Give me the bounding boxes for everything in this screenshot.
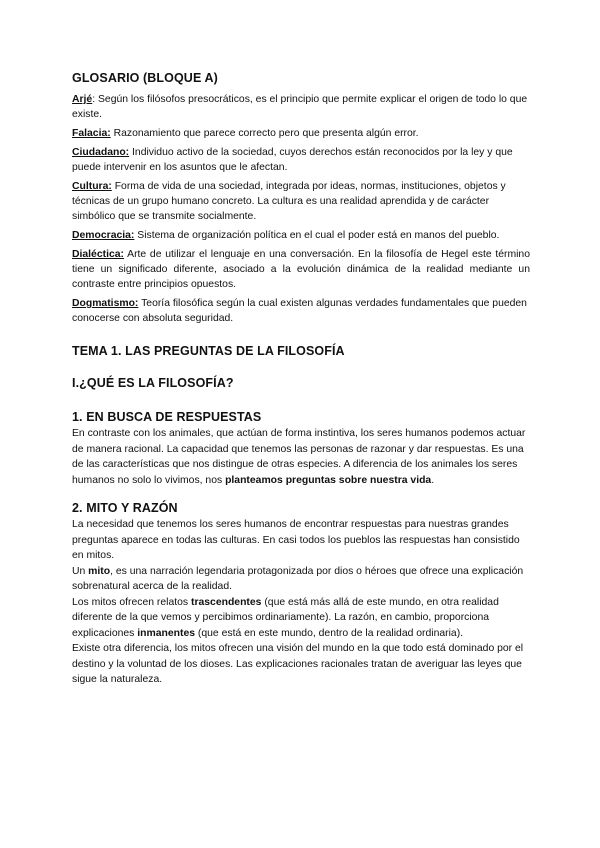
- section2-paragraph-2: [72, 564, 530, 595]
- glossary-definition: Teoría filosófica según la cual existen algunas verdades fundamentales que pueden conocerse con absoluta seguridad.: [72, 298, 527, 324]
- section2-text: Un: [72, 565, 89, 577]
- glossary-definition: Forma de vida de una sociedad, integrada por ideas, normas, instituciones, objetos y técnicas de un grupo humano concreto. La cultura es una realidad aprendida y de carácter simbólico que se transmite socialmente.: [72, 181, 506, 222]
- glossary-definition: Según los filósofos presocráticos, es el principio que permite explicar el origen de todo lo que existe.: [72, 94, 528, 120]
- glossary-entry-falacia: [72, 126, 530, 141]
- section2-paragraph-1: La necesidad que tenemos los seres humanos de encontrar respuestas para nuestras grandes preguntas aparece en todas las culturas. En casi todos los pueblos las respuestas han consistido en mitos.: [72, 519, 520, 561]
- glossary-definition: Sistema de organización política en el cual el poder está en manos del pueblo.: [134, 230, 500, 241]
- section1-text: En contraste con los animales, que actúan de forma instintiva, los seres humanos podemos actuar de manera racional. La capacidad que tenemos las personas de razonar y dar respuestas. Es una de las características que nos distingue de otras especies. A diferencia de los animales los seres humanos no solo lo vivimos, nos: [72, 428, 526, 486]
- glossary-title: GLOSARIO (BLOQUE A): [72, 71, 218, 85]
- section1-title: 1. EN BUSCA DE RESPUESTAS: [72, 410, 262, 424]
- inmanentes-emphasis: inmanentes: [137, 627, 196, 639]
- section2-text: (que está en este mundo, dentro de la realidad ordinaria).: [195, 627, 464, 639]
- glossary-term: Dogmatismo:: [72, 298, 139, 309]
- tema-title: TEMA 1. LAS PREGUNTAS DE LA FILOSOFÍA: [72, 344, 345, 358]
- section1-text-end: .: [431, 474, 435, 486]
- glossary-entry-arje: [72, 92, 530, 122]
- section2-text: Los mitos ofrecen relatos: [72, 596, 191, 608]
- glossary-term: Democracia:: [72, 230, 135, 241]
- section2-text: (que está más allá de este mundo, en otra realidad diferente de la que vemos y percibimos ordinariamente). La razón, en cambio, proporciona explicaciones: [72, 596, 499, 639]
- section1-paragraph: [72, 426, 530, 488]
- glossary-entry-dogmatismo: [72, 296, 530, 326]
- glossary-entry-democracia: [72, 228, 530, 243]
- glossary-definition: Individuo activo de la sociedad, cuyos derechos están reconocidos por la ley y que puede intervenir en los asuntos que le afectan.: [72, 147, 513, 173]
- glossary-term: Dialéctica:: [72, 249, 124, 260]
- glossary-definition: Arte de utilizar el lenguaje en una conversación. En la filosofía de Hegel este término tiene un significado diferente, asociado a la evolución dinámica de la realidad mediante un contraste entre principios opuestos.: [72, 249, 530, 290]
- glossary-term: Ciudadano:: [72, 147, 130, 158]
- glossary-entry-dialectica: [72, 247, 530, 292]
- glossary-sep: :: [92, 94, 96, 105]
- section1-emphasis: planteamos preguntas sobre nuestra vida: [225, 474, 432, 486]
- question-title: I.¿QUÉ ES LA FILOSOFÍA?: [72, 376, 234, 390]
- section2-paragraph-4: Existe otra diferencia, los mitos ofrecen una visión del mundo en la que todo está dominado por el destino y la voluntad de los dioses. Las explicaciones racionales tratan de averiguar las leyes que sigue la naturaleza.: [72, 643, 524, 685]
- trascendentes-emphasis: trascendentes: [190, 596, 262, 608]
- glossary-entry-ciudadano: [72, 145, 530, 175]
- glossary-term: Falacia:: [72, 128, 111, 139]
- glossary-definition: Razonamiento que parece correcto pero que presenta algún error.: [110, 128, 419, 139]
- glossary-term: Arjé: [72, 94, 93, 105]
- section2-text: , es una narración legendaria protagonizada por dios o héroes que ofrece una explicación sobrenatural acerca de la realidad.: [72, 565, 524, 592]
- section2-paragraph-3: [72, 595, 530, 642]
- glossary-term: Cultura:: [72, 181, 112, 192]
- mito-emphasis: mito: [88, 565, 111, 577]
- glossary-list: [72, 92, 530, 326]
- glossary-entry-cultura: [72, 179, 530, 224]
- section2-title: 2. MITO Y RAZÓN: [72, 501, 178, 515]
